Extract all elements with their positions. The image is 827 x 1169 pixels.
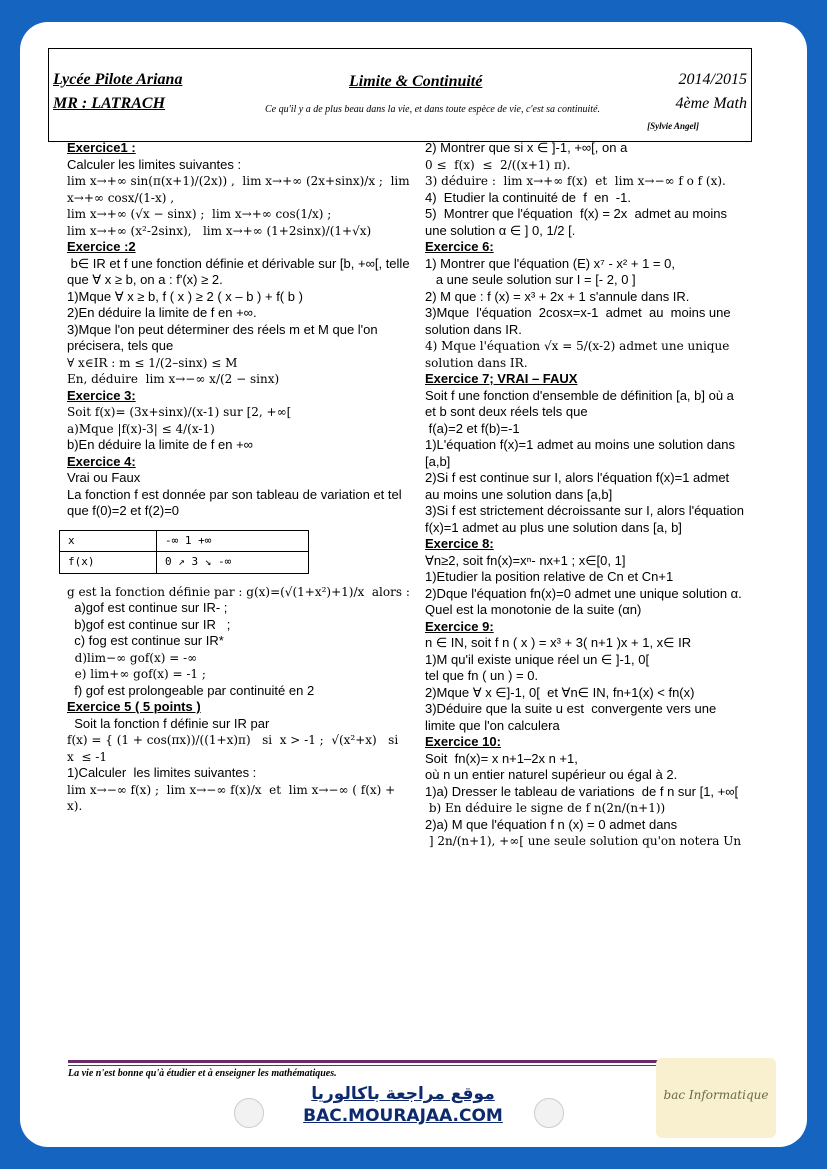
exercise-title: Exercice 4: — [67, 453, 136, 469]
site-brand[interactable] — [298, 1084, 508, 1126]
exercise-line: b) En déduire le signe de f n(2n/(n+1)) — [425, 801, 666, 815]
right-column — [425, 140, 748, 850]
exercise-line: Calculer les limites suivantes : — [67, 156, 242, 172]
exercise-line: lim x→+∞ (x²-2sinx), lim x→+∞ (1+2sinx)/(1+√x) — [67, 223, 372, 238]
exercise-line: 4) Mque l'équation √x = 5/(x-2) admet une unique solution dans IR. — [425, 339, 734, 370]
exercise-line: Soit f une fonction d'ensemble de définition [a, b] où a et b sont deux réels tels que — [425, 387, 738, 419]
exercise-line: b)En déduire la limite de f en +∞ — [67, 437, 253, 452]
exercise-line: où n un entier naturel supérieur ou égal à 2. — [425, 767, 678, 782]
exercise-line: 1)L'équation f(x)=1 admet au moins une solution dans [a,b] — [425, 437, 739, 469]
exercise-line: f) gof est prolongeable par continuité en 2 — [67, 682, 315, 698]
site-url[interactable]: BAC.MOURAJAA.COM — [303, 1106, 503, 1126]
site-name-arabic[interactable]: موقع مراجعة باكالوريا — [311, 1084, 495, 1104]
exercise-line: 1)Mque ∀ x ≥ b, f ( x ) ≥ 2 ( x – b ) + f( b ) — [67, 288, 303, 304]
var-f-label: f(x) — [60, 552, 157, 574]
exercise-line: 5) Montrer que l'équation f(x) = 2x admet au moins une solution α ∈ ] 0, 1/2 [. — [425, 206, 735, 238]
left-column — [67, 140, 412, 815]
exercise-line: 3)Déduire que la suite u est convergente vers une limite que l'on calculera — [425, 701, 720, 733]
exercise-line: g est la fonction définie par : g(x)=(√(1+x²)+1)/x alors : — [67, 584, 410, 599]
exercise-line: 4) Etudier la continuité de f en -1. — [425, 189, 631, 205]
variation-table — [59, 530, 309, 574]
exercise-line: Quel est la monotonie de la suite (αn) — [425, 602, 642, 617]
exercise-line: a)gof est continue sur IR- ; — [67, 600, 228, 615]
teacher-name: MR : LATRACH — [53, 95, 166, 112]
exercise-line: ] 2n/(n+1), +∞[ une seule solution qu'on notera Un — [425, 834, 742, 848]
exercise-line: 2)a) M que l'équation f n (x) = 0 admet dans — [425, 816, 678, 832]
exercise-title: Exercice 7; VRAI – FAUX — [425, 371, 578, 386]
exercise-title: Exercice 9: — [425, 618, 494, 634]
exercise-line: 2) M que : f (x) = x³ + 2x + 1 s'annule dans IR. — [425, 288, 690, 304]
exercise-title: Exercice :2 — [67, 239, 136, 254]
exercise-title: Exercice 3: — [67, 387, 136, 403]
var-x-label: x — [60, 530, 157, 552]
exercise-line: 0 ≤ f(x) ≤ 2/((x+1) π). — [425, 157, 571, 172]
header-box — [48, 48, 752, 142]
badge-text: bac Informatique — [663, 1088, 769, 1102]
site-logo-right — [534, 1098, 564, 1128]
page-title: Limite & Continuité — [349, 73, 483, 90]
footer-note: La vie n'est bonne qu'à étudier et à enseigner les mathématiques. — [68, 1068, 337, 1079]
exercise-line: 2)Si f est continue sur I, alors l'équation f(x)=1 admet au moins une solution dans [a,b] — [425, 470, 733, 502]
exercise-line: Soit f(x)= (3x+sinx)/(x-1) sur [2, +∞[ — [67, 405, 292, 419]
exercise-line: 3)Mque l'on peut déterminer des réels m et M que l'on précisera, tels que — [67, 321, 382, 353]
exercise-line: f(x) = { (1 + cos(πx))/((1+x)π) si x > -1 ; √(x²+x) si x ≤ -1 — [67, 733, 406, 764]
exercise-line: Vrai ou Faux — [67, 470, 141, 485]
var-f-values: 0 ↗ 3 ↘ -∞ — [157, 552, 309, 574]
exercise-line: 1)Etudier la position relative de Cn et Cn+1 — [425, 569, 674, 584]
exercise-line: 2)En déduire la limite de f en +∞. — [67, 305, 257, 320]
exercise-title: Exercice 6: — [425, 239, 494, 254]
exercise-line: b)gof est continue sur IR ; — [67, 616, 231, 632]
class-name: 4ème Math — [675, 95, 747, 112]
bac-informatique-badge — [656, 1058, 776, 1138]
exercise-line: b∈ IR et f une fonction définie et dérivable sur [b, +∞[, telle que ∀ x ≥ b, on a : f'(x) ≥ 2. — [67, 255, 414, 287]
exercise-line: tel que fn ( un ) = 0. — [425, 668, 539, 683]
page — [20, 22, 807, 1147]
exercise-line: ∀ x∈IR : m ≤ 1/(2–sinx) ≤ M — [67, 355, 238, 370]
quote-author: [Sylvie Angel] — [647, 121, 699, 131]
exercise-line: e) lim+∞ gof(x) = -1 ; — [67, 667, 206, 681]
exercise-line: c) fog est continue sur IR* — [67, 633, 224, 648]
exercise-line: 1) Montrer que l'équation (E) x⁷ - x² + 1 = 0, — [425, 255, 675, 271]
exercise-line: lim x→−∞ f(x) ; lim x→−∞ f(x)/x et lim x→−∞ ( f(x) + x). — [67, 782, 400, 813]
site-logo-left — [234, 1098, 264, 1128]
exercise-line: En, déduire lim x→−∞ x/(2 − sinx) — [67, 372, 280, 386]
school-name: Lycée Pilote Ariana — [53, 71, 183, 88]
exercise-line: lim x→+∞ sin(π(x+1)/(2x)) , lim x→+∞ (2x+sinx)/x ; lim x→+∞ cosx/(1-x) , — [67, 174, 414, 205]
exercise-line: ∀n≥2, soit fn(x)=xⁿ- nx+1 ; x∈[0, 1] — [425, 552, 626, 568]
exercise-line: a une seule solution sur I = [- 2, 0 ] — [425, 272, 636, 287]
exercise-line: a)Mque |f(x)-3| ≤ 4/(x-1) — [67, 421, 215, 436]
exercise-line: La fonction f est donnée par son tableau de variation et tel que f(0)=2 et f(2)=0 — [67, 486, 406, 518]
exercise-line: 3)Mque l'équation 2cosx=x-1 admet au moins une solution dans IR. — [425, 305, 735, 337]
exercise-line: n ∈ IN, soit f n ( x ) = x³ + 3( n+1 )x + 1, x∈ IR — [425, 635, 692, 650]
exercise-title: Exercice 5 ( 5 points ) — [67, 699, 201, 714]
exercise-line: 3) déduire : lim x→+∞ f(x) et lim x→−∞ f o f (x). — [425, 174, 726, 188]
var-x-values: -∞ 1 +∞ — [157, 530, 309, 552]
school-year: 2014/2015 — [678, 71, 747, 88]
exercise-line: 1)Calculer les limites suivantes : — [67, 765, 257, 780]
exercise-title: Exercice 10: — [425, 734, 501, 749]
exercise-line: 2)Mque ∀ x ∈]-1, 0[ et ∀n∈ IN, fn+1(x) < fn(x) — [425, 684, 695, 700]
exercise-line: 1)a) Dresser le tableau de variations de f n sur [1, +∞[ — [425, 783, 739, 799]
exercise-title: Exercice1 : — [67, 140, 136, 155]
exercise-title: Exercice 8: — [425, 536, 494, 551]
exercise-line: lim x→+∞ (√x − sinx) ; lim x→+∞ cos(1/x) ; — [67, 207, 332, 221]
exercise-line: 1)M qu'il existe unique réel un ∈ ]-1, 0[ — [425, 651, 650, 667]
exercise-line: Soit fn(x)= x n+1–2x n +1, — [425, 750, 578, 766]
exercise-line: Soit la fonction f définie sur IR par — [67, 715, 270, 731]
header-quote: Ce qu'il y a de plus beau dans la vie, et dans toute espèce de vie, c'est sa continuité. — [265, 104, 601, 115]
exercise-line: 2) Montrer que si x ∈ ]-1, +∞[, on a — [425, 140, 628, 155]
exercise-line: f(a)=2 et f(b)=-1 — [425, 420, 520, 436]
exercise-line: 2)Dque l'équation fn(x)=0 admet une unique solution α. — [425, 585, 742, 601]
exercise-line: 3)Si f est strictement décroissante sur I, alors l'équation f(x)=1 admet au plus une solution dans [a, b] — [425, 503, 748, 535]
exercise-line: d)lim−∞ gof(x) = -∞ — [67, 650, 198, 665]
